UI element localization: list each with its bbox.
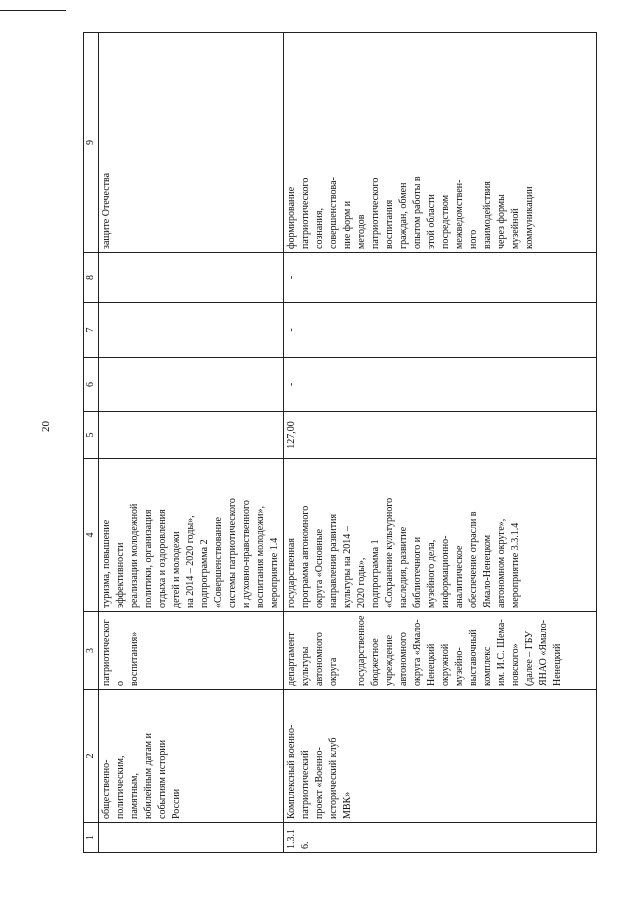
executor-department: департамент культуры автономного округа	[286, 632, 339, 686]
top-left-rule	[0, 10, 66, 11]
result-cell: формирование патриотического сознания, совершенствова- ние форм и методов патриотического воспитания граждан, обмен опытом работы в этой области посредством межведомствен- ного взаимодействия через формы музейной коммуникации	[284, 33, 597, 253]
column-header: 3	[84, 612, 99, 690]
column-header: 2	[84, 690, 99, 823]
column-header: 1	[84, 823, 99, 853]
row-number-cell	[99, 823, 284, 853]
result-cell: защите Отечества	[99, 33, 284, 253]
column-header: 6	[84, 358, 99, 412]
rotated-table-container	[83, 33, 603, 853]
executor-cell	[284, 612, 597, 690]
program-table	[83, 32, 597, 853]
funding-cell	[99, 303, 284, 358]
table-row	[99, 33, 284, 853]
column-header: 4	[84, 459, 99, 612]
funding-cell: -	[284, 358, 597, 412]
funding-cell	[99, 358, 284, 412]
program-cell: туризма, повышение эффективности реализации молодежной политики, организация отдыха и оздоровления детей и молодежи на 2014 – 2020 годы», подпрограмма 2 «Совершенствование системы патриотического и духовно-нравственного воспитания молодежи», мероприятие 1.4	[99, 459, 284, 612]
funding-cell: -	[284, 253, 597, 303]
funding-cell	[99, 412, 284, 459]
table-row	[284, 33, 597, 853]
funding-cell	[99, 253, 284, 303]
row-number-cell: 1.3.16.	[284, 823, 597, 853]
column-header: 7	[84, 303, 99, 358]
event-name-cell: общественно- политическим, памятным, юбилейным датам и событиям истории России	[99, 690, 284, 823]
column-header: 8	[84, 253, 99, 303]
program-cell: государственная программа автономного округа «Основные направления развития культуры на 2014 – 2020 годы», подпрограмма 1 «Сохранение культурного наследия, развитие библиотечного и музейного дела, информационно- аналитическое обеспечение отрасли в Ямало-Ненецком автономном округе», мероприятие 3.3.1.4	[284, 459, 597, 612]
funding-cell: 127,00	[284, 412, 597, 459]
executor-cell: патриотического воспитания»	[99, 612, 284, 690]
event-name-cell: Комплексный военно- патриотический проект «Военно- исторический клуб МВК»	[284, 690, 597, 823]
header-row	[84, 33, 99, 853]
executor-institution: государственное бюджетное учреждение автономного округа «Ямало- Ненецкий окружной музейно- выставочный комплекс им. И.С. Шема- новского» (далее – ГБУ ЯНАО «Ямало- Ненецкий	[356, 615, 563, 686]
column-header: 9	[84, 33, 99, 253]
column-header: 5	[84, 412, 99, 459]
funding-cell: -	[284, 303, 597, 358]
page-number: 20	[40, 421, 52, 432]
